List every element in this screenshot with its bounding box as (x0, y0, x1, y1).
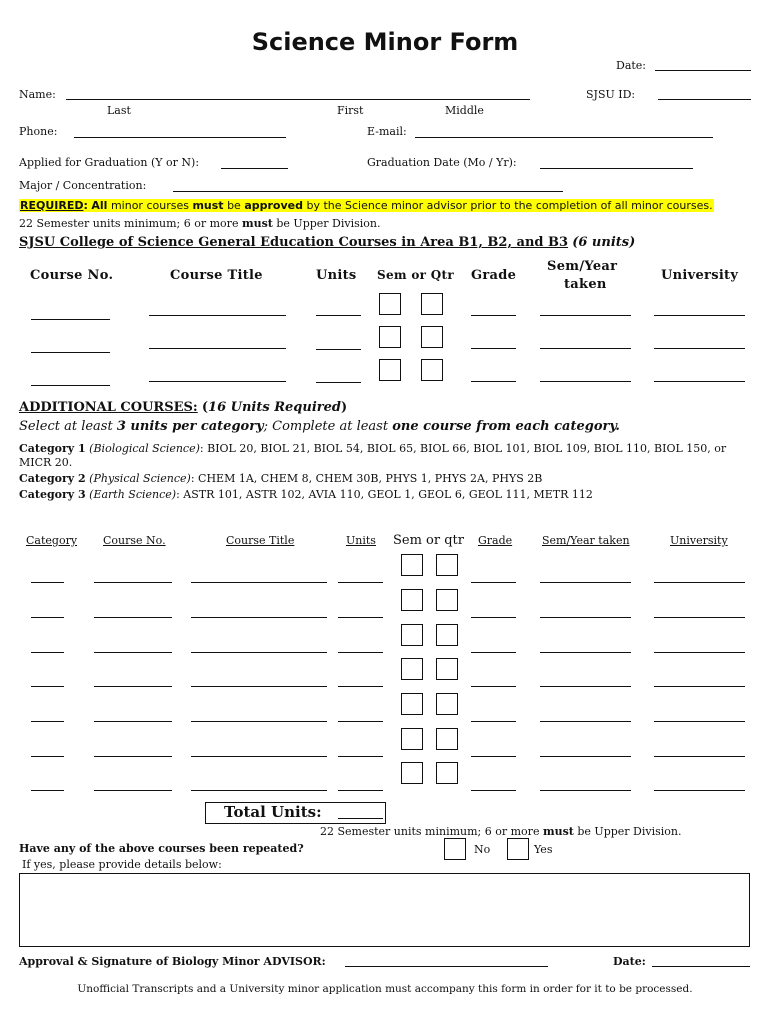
add-course-no-field[interactable] (94, 617, 172, 618)
details-textarea[interactable] (19, 873, 750, 947)
add-qtr-checkbox[interactable] (436, 728, 458, 750)
add-col-category: Category (26, 534, 78, 547)
units-note-post: be Upper Division. (276, 217, 381, 230)
add-course-no-field[interactable] (94, 582, 172, 583)
add-course-title-field[interactable] (191, 686, 327, 687)
footer-date-label: Date: (613, 955, 646, 968)
phone-label: Phone: (19, 125, 58, 138)
add-grade-field[interactable] (471, 652, 516, 653)
required-text-2: by the Science minor advisor prior to the completion of all minor courses. (306, 199, 713, 212)
add-grade-field[interactable] (471, 756, 516, 757)
ge-col-sem-qtr: Sem or Qtr (377, 268, 454, 282)
footer-date-field[interactable] (652, 966, 750, 967)
footer-units-post: be Upper Division. (577, 825, 682, 838)
add-course-title-field[interactable] (191, 790, 327, 791)
add-grade-field[interactable] (471, 721, 516, 722)
sjsu-id-label: SJSU ID: (586, 88, 636, 101)
repeated-no-checkbox[interactable] (444, 838, 466, 860)
ge-course-title-field[interactable] (149, 381, 286, 382)
ge-course-no-field[interactable] (31, 352, 110, 353)
footer-units-note (320, 825, 681, 838)
add-course-no-field[interactable] (94, 686, 172, 687)
required-all: All (91, 199, 108, 212)
footer-units-pre: 22 Semester units minimum; 6 or more (320, 825, 540, 838)
repeated-yes-checkbox[interactable] (507, 838, 529, 860)
last-name-caption: Last (107, 104, 131, 117)
add-category-field[interactable] (31, 686, 64, 687)
cat3-area: (Earth Science) (89, 488, 177, 501)
units-note-must: must (241, 217, 273, 230)
cat2-area: (Physical Science) (89, 472, 191, 485)
add-col-units: Units (346, 534, 376, 547)
add-col-course-title: Course Title (226, 534, 295, 547)
add-sem-year-field[interactable] (540, 756, 631, 757)
add-course-no-field[interactable] (94, 756, 172, 757)
cat1-courses: : BIOL 20, BIOL 21, BIOL 54, BIOL 65, BIOL 66, BIOL 101, BIOL 109, BIOL 110, BIOL 150, or (199, 442, 727, 455)
add-col-sem-qtr: Sem or qtr (393, 533, 464, 548)
add-category-field[interactable] (31, 721, 64, 722)
add-qtr-checkbox[interactable] (436, 762, 458, 784)
ge-units-field[interactable] (316, 349, 361, 350)
name-field[interactable] (66, 99, 530, 100)
details-label: If yes, please provide details below: (22, 858, 222, 871)
add-units-field[interactable] (338, 721, 383, 722)
required-colon: : (83, 199, 88, 212)
ge-grade-field[interactable] (471, 381, 516, 382)
add-qtr-checkbox[interactable] (436, 589, 458, 611)
advisor-signature-field[interactable] (345, 966, 548, 967)
middle-name-caption: Middle (445, 104, 484, 117)
category-3 (19, 488, 593, 501)
ge-units: (6 units) (572, 235, 636, 250)
ge-sem-year-field[interactable] (540, 315, 631, 316)
ge-grade-field[interactable] (471, 315, 516, 316)
add-qtr-checkbox[interactable] (436, 658, 458, 680)
add-course-title-field[interactable] (191, 617, 327, 618)
footer-units-must: must (542, 825, 574, 838)
add-sem-checkbox[interactable] (401, 554, 423, 576)
add-sem-year-field[interactable] (540, 721, 631, 722)
date-field[interactable] (655, 70, 751, 71)
cat1-area: (Biological Science) (89, 442, 200, 455)
ge-col-university: University (661, 268, 739, 283)
name-label: Name: (19, 88, 56, 101)
add-sem-year-field[interactable] (540, 582, 631, 583)
add-grade-field[interactable] (471, 582, 516, 583)
add-qtr-checkbox[interactable] (436, 624, 458, 646)
ge-university-field[interactable] (654, 315, 745, 316)
cat2-courses: : CHEM 1A, CHEM 8, CHEM 30B, PHYS 1, PHYS 2A, PHYS 2B (190, 472, 543, 485)
add-sem-checkbox[interactable] (401, 624, 423, 646)
add-qtr-checkbox[interactable] (436, 693, 458, 715)
add-university-field[interactable] (654, 721, 745, 722)
graduation-date-field[interactable] (540, 168, 693, 169)
ge-col-grade: Grade (471, 268, 517, 283)
add-col-sem-year: Sem/Year taken (542, 534, 630, 547)
page-title: Science Minor Form (251, 28, 519, 56)
sjsu-id-field[interactable] (658, 99, 751, 100)
cat3-courses: : ASTR 101, ASTR 102, AVIA 110, GEOL 1, GEOL 6, GEOL 111, METR 112 (176, 488, 593, 501)
add-sem-checkbox[interactable] (401, 658, 423, 680)
repeated-question: Have any of the above courses been repeated? (19, 842, 304, 855)
cat1-label: Category 1 (19, 442, 86, 455)
ge-title-text: SJSU College of Science General Education Courses in Area B1, B2, and B3 (19, 235, 569, 250)
ge-course-title-field[interactable] (149, 315, 286, 316)
add-units-field[interactable] (338, 582, 383, 583)
repeated-no-label: No (474, 843, 491, 856)
add-course-title-field[interactable] (191, 652, 327, 653)
add-sem-checkbox[interactable] (401, 589, 423, 611)
add-col-university: University (670, 534, 728, 547)
add-course-title-field[interactable] (191, 756, 327, 757)
approval-label: Approval & Signature of Biology Minor ADVISOR: (19, 955, 326, 968)
ge-units-field[interactable] (316, 382, 361, 383)
add-qtr-checkbox[interactable] (436, 554, 458, 576)
required-approved: approved (244, 199, 303, 212)
ge-university-field[interactable] (654, 381, 745, 382)
add-category-field[interactable] (31, 652, 64, 653)
add-grade-field[interactable] (471, 686, 516, 687)
ge-sem-checkbox[interactable] (379, 359, 401, 381)
major-label: Major / Concentration: (19, 179, 147, 192)
add-university-field[interactable] (654, 790, 745, 791)
add-university-field[interactable] (654, 686, 745, 687)
ge-sem-year-field[interactable] (540, 348, 631, 349)
repeated-yes-label: Yes (534, 843, 553, 856)
email-label: E-mail: (367, 125, 407, 138)
additional-title (19, 400, 347, 415)
applied-graduation-label: Applied for Graduation (Y or N): (19, 156, 200, 169)
ge-qtr-checkbox[interactable] (421, 293, 443, 315)
add-units-field[interactable] (338, 686, 383, 687)
add-course-no-field[interactable] (94, 652, 172, 653)
add-university-field[interactable] (654, 756, 745, 757)
instr-1: Select at least (19, 419, 113, 434)
add-sem-checkbox[interactable] (401, 693, 423, 715)
additional-paren-open: ( (201, 400, 209, 415)
ge-sem-checkbox[interactable] (379, 326, 401, 348)
add-course-no-field[interactable] (94, 790, 172, 791)
ge-units-field[interactable] (316, 315, 361, 316)
add-category-field[interactable] (31, 617, 64, 618)
required-lead: REQUIRED (20, 199, 84, 212)
ge-col-sem-year-taken: taken (564, 277, 607, 292)
additional-instructions (19, 419, 620, 434)
add-category-field[interactable] (31, 756, 64, 757)
total-units-label: Total Units: (224, 803, 322, 821)
additional-units: 16 Units Required (208, 400, 341, 415)
add-sem-checkbox[interactable] (401, 728, 423, 750)
required-be: be (227, 199, 241, 212)
ge-course-title-field[interactable] (149, 348, 286, 349)
email-field[interactable] (415, 137, 713, 138)
add-units-field[interactable] (338, 756, 383, 757)
category-1 (19, 442, 726, 455)
required-notice (19, 199, 714, 212)
add-sem-year-field[interactable] (540, 790, 631, 791)
add-units-field[interactable] (338, 652, 383, 653)
add-course-title-field[interactable] (191, 721, 327, 722)
ge-course-no-field[interactable] (31, 319, 110, 320)
add-university-field[interactable] (654, 582, 745, 583)
additional-title-text: ADDITIONAL COURSES: (19, 400, 198, 415)
units-note (19, 217, 380, 230)
add-course-no-field[interactable] (94, 721, 172, 722)
add-col-grade: Grade (478, 534, 513, 547)
add-category-field[interactable] (31, 582, 64, 583)
add-grade-field[interactable] (471, 617, 516, 618)
add-category-field[interactable] (31, 790, 64, 791)
ge-grade-field[interactable] (471, 348, 516, 349)
add-col-course-no: Course No. (103, 534, 166, 547)
ge-col-units: Units (316, 268, 357, 283)
instr-2: 3 units per category (116, 419, 264, 434)
required-must: must (192, 199, 224, 212)
ge-sem-year-field[interactable] (540, 381, 631, 382)
ge-course-no-field[interactable] (31, 385, 110, 386)
additional-paren-close: ) (341, 400, 348, 415)
transcripts-note: Unofficial Transcripts and a University minor application must accompany this form in order for it to be processed. (77, 983, 693, 995)
ge-section-title (19, 235, 635, 250)
applied-graduation-field[interactable] (221, 168, 288, 169)
add-units-field[interactable] (338, 790, 383, 791)
add-sem-year-field[interactable] (540, 652, 631, 653)
add-sem-year-field[interactable] (540, 686, 631, 687)
ge-university-field[interactable] (654, 348, 745, 349)
ge-qtr-checkbox[interactable] (421, 359, 443, 381)
total-units-field[interactable] (338, 818, 383, 819)
cat2-label: Category 2 (19, 472, 86, 485)
ge-qtr-checkbox[interactable] (421, 326, 443, 348)
ge-col-course-no: Course No. (30, 268, 114, 283)
ge-sem-checkbox[interactable] (379, 293, 401, 315)
date-label: Date: (616, 59, 647, 72)
phone-field[interactable] (74, 137, 286, 138)
add-units-field[interactable] (338, 617, 383, 618)
units-note-pre: 22 Semester units minimum; 6 or more (19, 217, 239, 230)
category-2 (19, 472, 542, 485)
graduation-date-label: Graduation Date (Mo / Yr): (367, 156, 517, 169)
category-1-cont: MICR 20. (19, 456, 73, 469)
ge-col-sem-year: Sem/Year (547, 259, 618, 274)
major-field[interactable] (173, 191, 563, 192)
required-text-1: minor courses (110, 199, 189, 212)
add-grade-field[interactable] (471, 790, 516, 791)
ge-col-course-title: Course Title (170, 268, 263, 283)
add-course-title-field[interactable] (191, 582, 327, 583)
instr-4: one course from each category. (392, 419, 620, 434)
add-sem-checkbox[interactable] (401, 762, 423, 784)
instr-3: ; Complete at least (263, 419, 389, 434)
cat3-label: Category 3 (19, 488, 86, 501)
add-university-field[interactable] (654, 652, 745, 653)
add-sem-year-field[interactable] (540, 617, 631, 618)
first-name-caption: First (337, 104, 364, 117)
add-university-field[interactable] (654, 617, 745, 618)
